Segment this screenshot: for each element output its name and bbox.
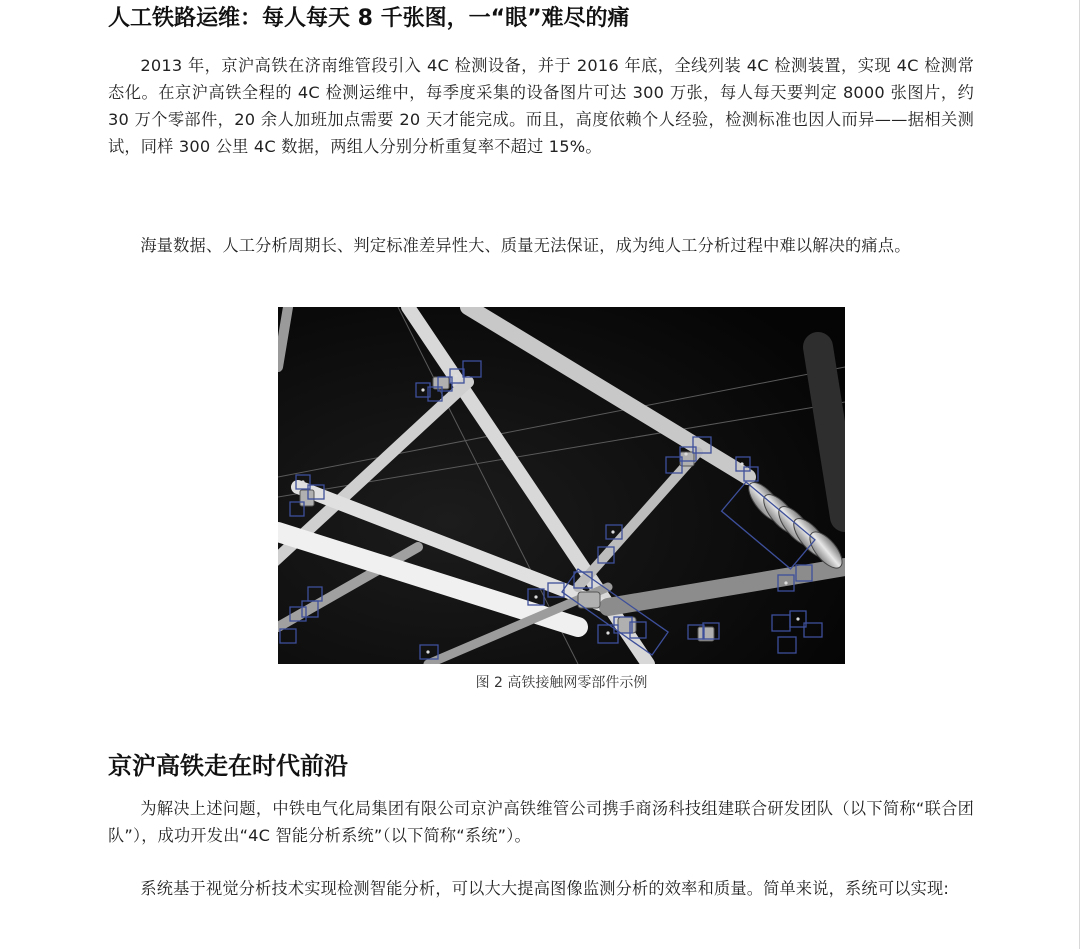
section-heading-jinghu-forefront: 京沪高铁走在时代前沿 — [108, 752, 348, 780]
paragraph-4c-inspection-history: 2013 年，京沪高铁在济南维管段引入 4C 检测设备，并于 2016 年底，全线列装 4C 检测装置，实现 4C 检测常态化。在京沪高铁全程的 4C 检测运维中，每季度采集的设备图片可达 300 万张，每人每天要判定 8000 张图片，约 30 万个零部件，20 余人加班加点需要 20 天才能完成。而且，高度依赖个人经验，检测标准也因人而异——据相关测试，同样 300 公里 4C 数据，两组人分别分析重复率不超过 15%。 — [108, 56, 974, 156]
figure-catenary-photo — [278, 307, 845, 664]
paragraph-system-overview: 系统基于视觉分析技术实现检测智能分析，可以大大提高图像监测分析的效率和质量。简单来说，系统可以实现: — [140, 879, 950, 898]
section-heading-manual-maintenance: 人工铁路运维：每人每天 8 千张图，一“眼”难尽的痛 — [108, 6, 630, 31]
paragraph-joint-team: 为解决上述问题，中铁电气化局集团有限公司京沪高铁维管公司携手商汤科技组建联合研发团队（以下简称“联合团队”），成功开发出“4C 智能分析系统”（以下简称“系统”）。 — [108, 799, 974, 845]
page-edge-rule — [1079, 0, 1080, 949]
paragraph-pain-points: 海量数据、人工分析周期长、判定标准差异性大、质量无法保证，成为纯人工分析过程中难以解决的痛点。 — [140, 236, 911, 255]
figure-caption: 图 2 高铁接触网零部件示例 — [475, 675, 648, 691]
catenary-components-image — [278, 307, 845, 664]
